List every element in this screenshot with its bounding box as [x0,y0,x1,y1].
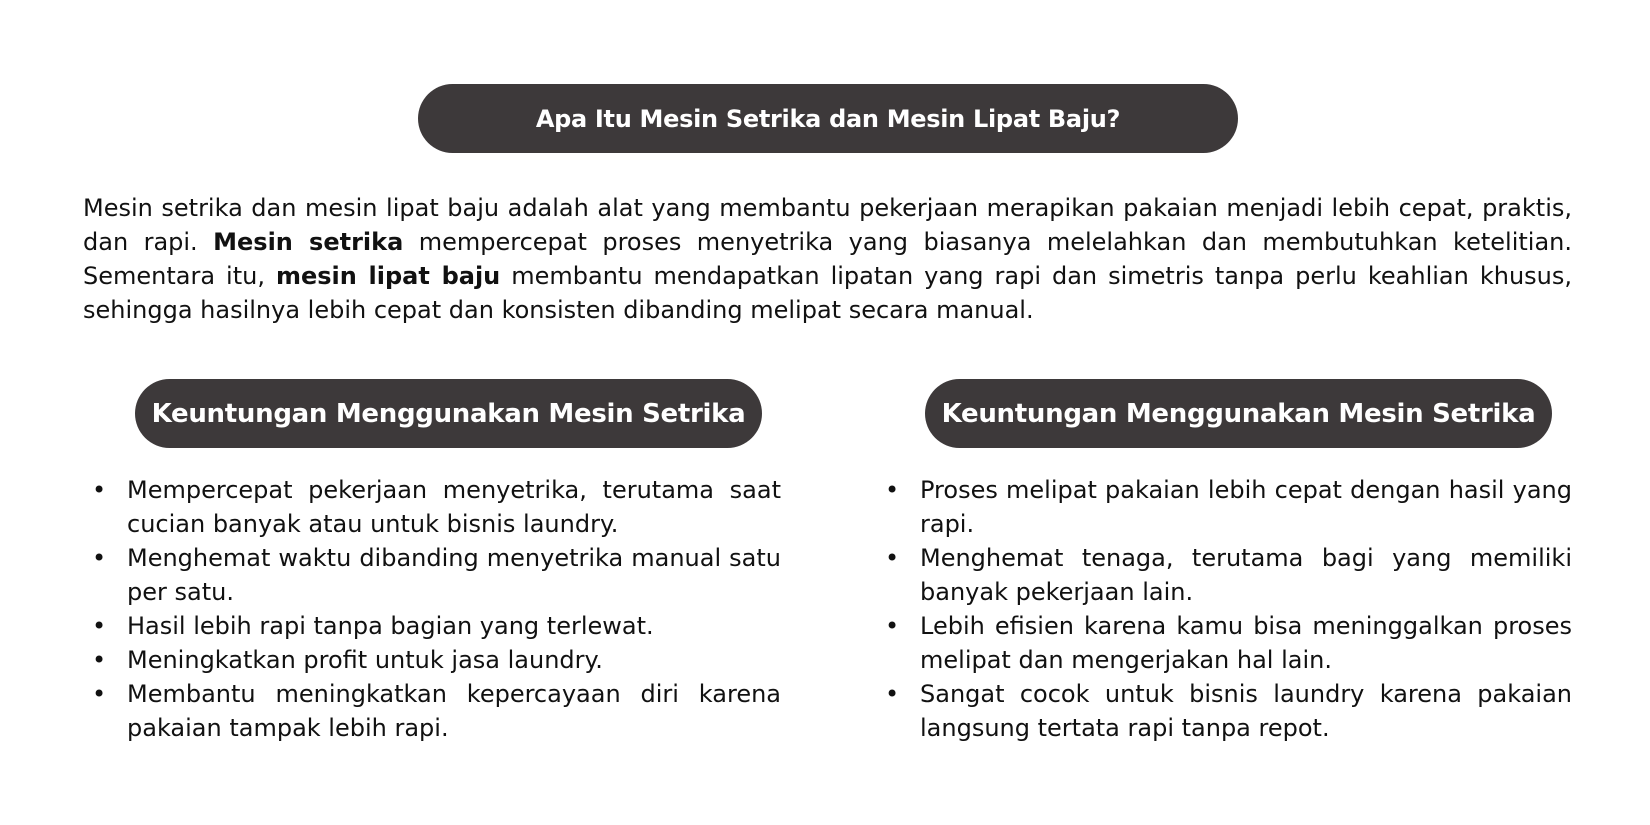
intro-paragraph [83,191,1572,327]
list-item [86,677,781,745]
list-item [86,473,781,541]
list-item [879,609,1572,677]
list-item-text: Mempercepat pekerjaan menyetrika, terutama saat cucian banyak atau untuk bisnis laundry. [127,476,781,538]
bullet-icon: • [885,680,900,708]
list-item-text: Membantu meningkatkan kepercayaan diri karena pakaian tampak lebih rapi. [127,680,781,742]
list-item-text: Hasil lebih rapi tanpa bagian yang terlewat. [127,612,654,640]
title-banner [418,84,1238,153]
left-section-title: Keuntungan Menggunakan Mesin Setrika [151,398,746,429]
list-item-text: Menghemat tenaga, terutama bagi yang memiliki banyak pekerjaan lain. [920,544,1572,606]
list-item [86,541,781,609]
bullet-icon: • [92,544,107,572]
list-item-text: Sangat cocok untuk bisnis laundry karena pakaian langsung tertata rapi tanpa repot. [920,680,1572,742]
right-section-banner [925,379,1552,448]
bullet-icon: • [92,612,107,640]
right-benefits-list [879,473,1572,745]
bullet-icon: • [885,476,900,504]
list-item [879,677,1572,745]
list-item-text: Menghemat waktu dibanding menyetrika manual satu per satu. [127,544,781,606]
list-item [86,609,781,643]
list-item [879,541,1572,609]
list-item-text: Proses melipat pakaian lebih cepat dengan hasil yang rapi. [920,476,1572,538]
right-section-title: Keuntungan Menggunakan Mesin Setrika [941,398,1536,429]
list-item [86,643,781,677]
bullet-icon: • [92,476,107,504]
list-item-text: Lebih efisien karena kamu bisa meninggalkan proses melipat dan mengerjakan hal lain. [920,612,1572,674]
left-benefits-list [86,473,781,745]
intro-bold-mesin-setrika: Mesin setrika [213,228,404,256]
list-item-text: Meningkatkan profit untuk jasa laundry. [127,646,603,674]
list-item [879,473,1572,541]
intro-text-2: mempercepat proses menyetrika yang biasanya melelahkan dan membutuhkan ketelitian. Sementara itu, [83,228,1572,290]
intro-text-1: Mesin setrika dan mesin lipat baju adalah alat yang membantu pekerjaan merapikan pakaian menjadi lebih cepat, praktis, dan rapi. [83,194,1572,256]
intro-bold-mesin-lipat-baju: mesin lipat baju [275,262,501,290]
bullet-icon: • [92,680,107,708]
bullet-icon: • [885,612,900,640]
bullet-icon: • [92,646,107,674]
left-section-banner [135,379,762,448]
intro-text-3: membantu mendapatkan lipatan yang rapi dan simetris tanpa perlu keahlian khusus, sehingga hasilnya lebih cepat dan konsisten dibanding melipat secara manual. [83,262,1572,324]
bullet-icon: • [885,544,900,572]
page-title: Apa Itu Mesin Setrika dan Mesin Lipat Baju? [535,104,1121,133]
